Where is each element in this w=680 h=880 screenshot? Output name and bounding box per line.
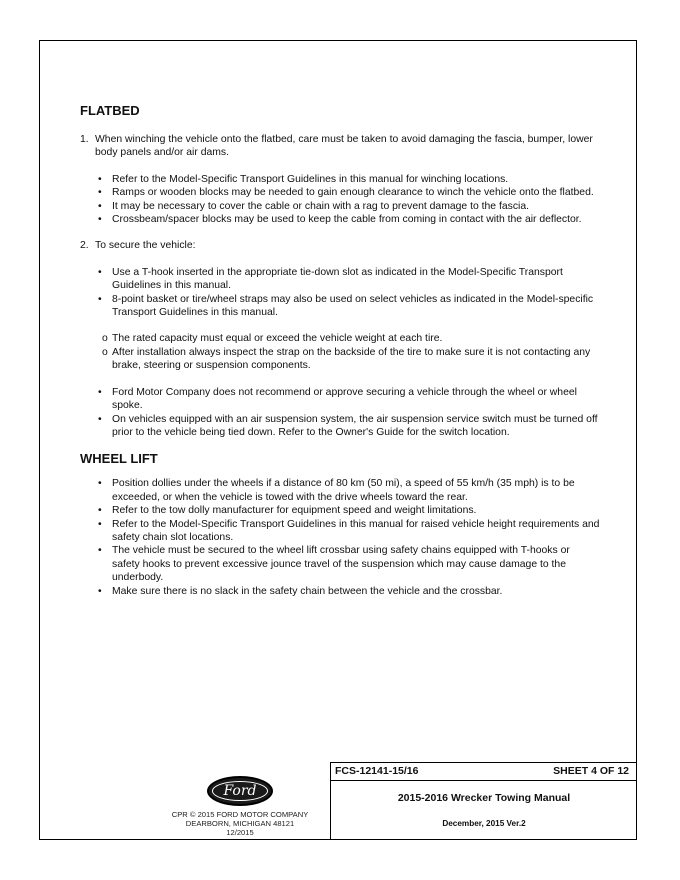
document-number: FCS-12141-15/16 [335, 765, 419, 777]
list-item: • 8-point basket or tire/wheel straps may also be used on select vehicles as indicated in the Model-specific Transport Guidelines in this manual. [98, 293, 594, 319]
ford-logo-icon [207, 776, 273, 806]
list-item: o The rated capacity must equal or exceed the vehicle weight at each tire. [102, 333, 443, 345]
list-item: • It may be necessary to cover the cable or chain with a rag to prevent damage to the fascia. [98, 200, 530, 212]
flatbed-step-2 [80, 239, 600, 252]
step-text: When winching the vehicle onto the flatbed, care must be taken to avoid damaging the fascia, bumper, lower body panels and/or air dams. [95, 134, 593, 159]
flatbed-winch-list [80, 173, 600, 227]
list-item: • Position dollies under the wheels if a distance of 80 km (50 mi), a speed of 55 km/h (35 mph) is to be exceeded, or when the vehicle is towed with the drive wheels toward the rear. [98, 478, 575, 503]
manual-content [80, 103, 600, 598]
step-number: 1. [80, 134, 89, 145]
list-item: o After installation always inspect the strap on the backside of the tire to make sure it is not contacting any brake, steering or suspension components. [102, 346, 591, 372]
sheet-number: SHEET 4 OF 12 [553, 765, 629, 777]
footer-logo-block [150, 776, 330, 837]
flatbed-secure-list [80, 266, 600, 320]
list-item: • Make sure there is no slack in the safety chain between the vehicle and the crossbar. [98, 585, 503, 597]
logo-wordmark: Ford [223, 783, 257, 799]
copyright-line-2: DEARBORN, MICHIGAN 48121 [185, 819, 295, 828]
flatbed-notes-list [80, 386, 600, 440]
list-item: • The vehicle must be secured to the wheel lift crossbar using safety chains equipped with T-hooks or safety hooks to prevent excessive jounce travel of the suspension which may cause damage to the underbody. [98, 545, 570, 584]
list-item: • On vehicles equipped with an air suspension system, the air suspension service switch must be turned off prior to the vehicle being tied down. Refer to the Owner's Guide for the switch location. [98, 413, 598, 438]
list-item: • Refer to the Model-Specific Transport Guidelines in this manual for winching locations. [98, 173, 509, 185]
list-item: • Ramps or wooden blocks may be needed to gain enough clearance to winch the vehicle onto the flatbed. [98, 187, 594, 199]
list-item: • Ford Motor Company does not recommend or approve securing a vehicle through the wheel or wheel spoke. [98, 386, 577, 412]
flatbed-step-1 [80, 133, 600, 160]
title-block [330, 762, 637, 840]
step-text: To secure the vehicle: [95, 240, 196, 252]
list-item: • Use a T-hook inserted in the appropriate tie-down slot as indicated in the Model-Specific Transport Guidelines in this manual. [98, 266, 563, 292]
list-item: • Refer to the tow dolly manufacturer for equipment speed and weight limitations. [98, 505, 477, 517]
wheel-lift-heading: WHEEL LIFT [80, 451, 158, 467]
manual-date-version: December, 2015 Ver.2 [442, 819, 526, 828]
flatbed-heading: FLATBED [80, 103, 140, 118]
title-block-header [331, 762, 637, 781]
step-number: 2. [80, 240, 89, 252]
wheel-lift-list [80, 477, 600, 598]
manual-title: 2015-2016 Wrecker Towing Manual [397, 792, 571, 804]
copyright-line-3: 12/2015 [226, 828, 254, 837]
strap-sub-list [80, 332, 600, 372]
list-item: • Crossbeam/spacer blocks may be used to keep the cable from coming in contact with the air deflector. [98, 214, 582, 226]
copyright-line-1: CPR © 2015 FORD MOTOR COMPANY [171, 810, 309, 819]
list-item: • Refer to the Model-Specific Transport Guidelines in this manual for raised vehicle height requirements and safety chain slot locations. [98, 518, 600, 543]
